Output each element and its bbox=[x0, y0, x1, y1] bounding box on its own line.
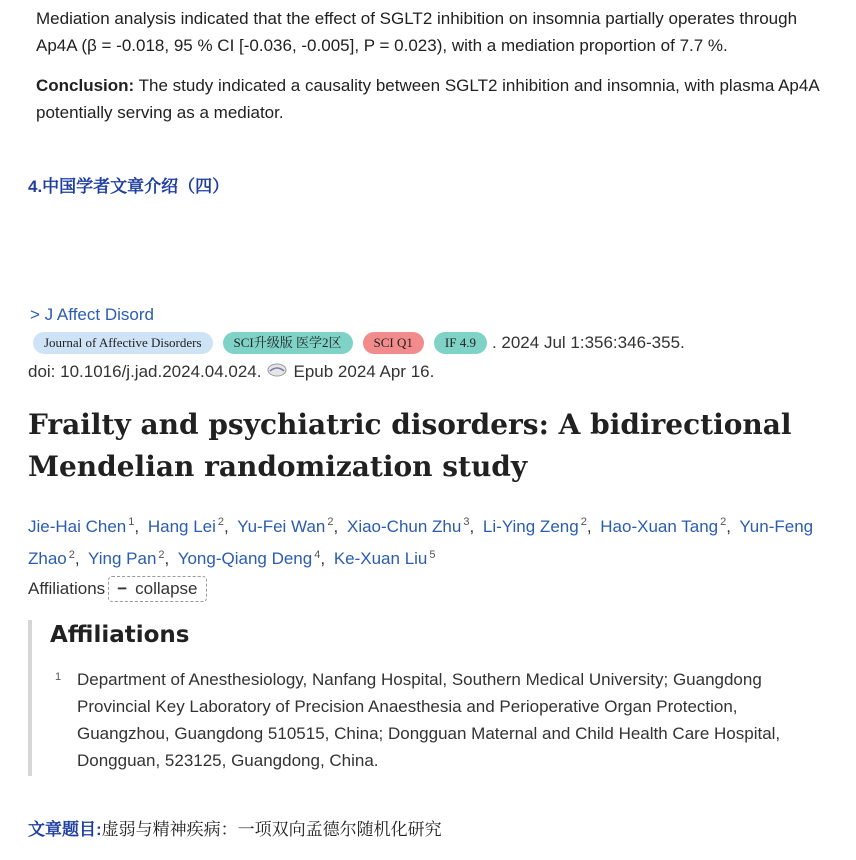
author-item[interactable]: Jie-Hai Chen $^1$ bbox=[28, 516, 135, 536]
author-item[interactable]: Xiao-Chun Zhu $^3$ bbox=[346, 516, 470, 536]
affiliations-label: Affiliations bbox=[28, 579, 106, 598]
collapse-label: collapse bbox=[135, 579, 198, 598]
doi-line bbox=[28, 362, 434, 382]
affiliations-title: Affiliations bbox=[50, 622, 190, 648]
journal-badge[interactable]: Journal of Affective Disorders bbox=[33, 332, 213, 354]
sci-zone-badge[interactable]: SCI升级版 医学2区 bbox=[223, 332, 353, 354]
journal-link[interactable]: > J Affect Disord bbox=[30, 305, 154, 324]
affiliations-toggle-row bbox=[28, 576, 207, 602]
section-heading: 4.中国学者文章介绍（四） bbox=[28, 177, 230, 196]
author-item[interactable]: Ke-Xuan Liu $^5$ bbox=[333, 548, 436, 569]
author-item[interactable]: Hao-Xuan Tang $^2$ bbox=[600, 516, 727, 536]
minus-icon: − bbox=[117, 579, 128, 598]
affiliation-text: Department of Anesthesiology, Nanfang Hospital, Southern Medical University; Guangdong Provincial Key Laboratory of Precision Anaesthesia and Perioperative Organ Protection, Guangzhou, Guangdong 510515, China; Dongguan Maternal and Child Health Care Hospital, Dongguan, 523125, Guangdong, China. bbox=[77, 670, 781, 770]
conclusion-paragraph bbox=[36, 72, 836, 126]
affiliations-block bbox=[28, 620, 828, 776]
article-title-label: 文章题目: bbox=[28, 820, 102, 839]
article-title-text: 虚弱与精神疾病：一项双向孟德尔随机化研究 bbox=[101, 820, 442, 839]
author-list: Jie-Hai Chen $^1$, Hang Lei $^2$, Yu-Fei Wan $^2$, Xiao-Chun Zhu $^3$, Li-Ying Zeng $^2$, Hao-Xuan Tang $^2$, Yun-Feng Zhao $^2$, Ying Pan $^2$, Yong-Qiang Deng $^4$, Ke-Xuan Liu $^5$ bbox=[28, 516, 814, 569]
epub-text: Epub 2024 Apr 16. bbox=[293, 362, 435, 381]
affiliation-number: 1 bbox=[55, 671, 62, 683]
citation-badges bbox=[33, 331, 685, 355]
author-item[interactable]: Ying Pan $^2$ bbox=[88, 548, 165, 569]
collapse-button[interactable] bbox=[108, 576, 206, 602]
author-item[interactable]: Yun-Feng Zhao $^2$ bbox=[28, 516, 814, 569]
publication-date: . 2024 Jul 1:356:346-355. bbox=[491, 333, 685, 352]
sci-q1-badge[interactable]: SCI Q1 bbox=[363, 332, 424, 354]
author-item[interactable]: Yu-Fei Wan $^2$ bbox=[237, 516, 334, 536]
article-title-cn bbox=[28, 815, 442, 840]
paper-title: Frailty and psychiatric disorders: A bidirectional Mendelian randomization study bbox=[28, 408, 792, 483]
conclusion-label: Conclusion: bbox=[36, 76, 135, 95]
epub-icon bbox=[267, 363, 287, 377]
mediation-paragraph: Mediation analysis indicated that the effect of SGLT2 inhibition on insomnia partially operates through Ap4A (β = -0.018, 95 % CI [-0.036, -0.005], P = 0.023), with a mediation proportion of 7.7 %. bbox=[36, 9, 798, 55]
author-item[interactable]: Yong-Qiang Deng $^4$ bbox=[177, 548, 321, 569]
doi-text: doi: 10.1016/j.jad.2024.04.024. bbox=[28, 362, 262, 381]
author-item[interactable]: Li-Ying Zeng $^2$ bbox=[482, 516, 587, 536]
impact-factor-badge[interactable]: IF 4.9 bbox=[434, 332, 487, 354]
author-item[interactable]: Hang Lei $^2$ bbox=[147, 516, 225, 536]
conclusion-text: The study indicated a causality between SGLT2 inhibition and insomnia, with plasma Ap4A potentially serving as a mediator. bbox=[36, 76, 819, 122]
affiliation-item bbox=[50, 666, 828, 774]
